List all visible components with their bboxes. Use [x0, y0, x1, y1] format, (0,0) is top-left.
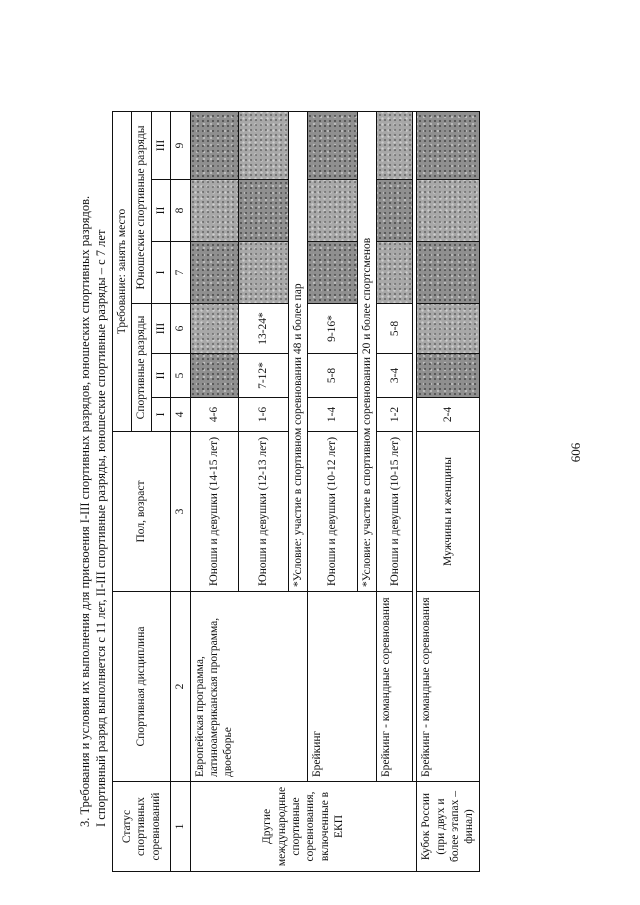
header-row-1 [113, 111, 132, 871]
shaded-cell [307, 180, 357, 242]
shaded-cell [377, 180, 413, 242]
rank-cell: 4-6 [190, 398, 238, 432]
shaded-cell [190, 111, 238, 179]
status-other-international: Другие международные спортивные соревнования, включенные в ЕКП [190, 782, 417, 872]
shaded-cell [417, 242, 480, 304]
shaded-cell [377, 242, 413, 304]
page-number: 606 [568, 442, 583, 463]
col-number: 6 [171, 304, 190, 354]
rank-cell: 1-6 [238, 398, 288, 432]
col-number: 5 [171, 354, 190, 398]
table-row [190, 111, 238, 871]
rank-cell: 7-12* [238, 354, 288, 398]
col-number: 2 [171, 592, 190, 782]
discipline-breaking-team: Брейкинг - командные соревнования [417, 592, 480, 782]
shaded-cell [417, 111, 480, 179]
rank-cell: 3-4 [377, 354, 413, 398]
rank-cell: 9-16* [307, 304, 357, 354]
section-caption: 3. Требования и условия их выполнения для присвоения I-III спортивных разрядов, юношеских спортивных разрядов. [78, 195, 92, 827]
rank-cell: 1-4 [307, 398, 357, 432]
table-row [417, 111, 480, 871]
col-number: 9 [171, 111, 190, 179]
header-rank-i: I [151, 398, 170, 432]
col-number: 3 [171, 432, 190, 592]
gender-age-cell: Юноши и девушки (10-12 лет) [307, 432, 357, 592]
col-number: 4 [171, 398, 190, 432]
rank-cell: 1-2 [377, 398, 413, 432]
gender-age-cell: Юноши и девушки (10-15 лет) [377, 432, 413, 592]
table-row [377, 111, 413, 871]
shaded-cell [417, 354, 480, 398]
status-russia-cup: Кубок России (при двух и более этапах – финал) [417, 782, 480, 872]
header-youth-rank-ii: II [151, 180, 170, 242]
discipline-breaking-team: Брейкинг - командные соревнования [377, 592, 413, 782]
shaded-cell [190, 180, 238, 242]
header-youth-ranks: Юношеские спортивные разряды [132, 111, 151, 303]
header-youth-rank-i: I [151, 242, 170, 304]
condition-note: *Условие: участие в спортивном соревновании 20 и более спортсменов [357, 111, 376, 591]
rank-cell: 5-8 [307, 354, 357, 398]
header-discipline: Спортивная дисциплина [113, 592, 171, 782]
shaded-cell [238, 242, 288, 304]
header-youth-rank-iii: III [151, 111, 170, 179]
condition-note: *Условие: участие в спортивном соревновании 48 и более пар [288, 111, 307, 591]
column-number-row [171, 111, 190, 871]
rank-cell: 5-8 [377, 304, 413, 354]
header-gender-age: Пол, возраст [113, 432, 171, 592]
col-number: 7 [171, 242, 190, 304]
gender-age-cell: Юноши и девушки (12-13 лет) [238, 432, 288, 592]
shaded-cell [417, 180, 480, 242]
shaded-cell [238, 180, 288, 242]
discipline-breaking: Брейкинг [307, 592, 376, 782]
shaded-cell [190, 242, 238, 304]
col-number: 1 [171, 782, 190, 872]
col-number: 8 [171, 180, 190, 242]
header-sport-ranks: Спортивные разряды [132, 304, 151, 432]
rank-cell: 13-24* [238, 304, 288, 354]
rank-age-note: I спортивный разряд выполняется с 11 лет, II-III спортивные разряды, юношеские спортивные разряды – с 7 лет [94, 229, 108, 827]
header-status: Статус спортивных соревнований [113, 782, 171, 872]
shaded-cell [377, 111, 413, 179]
gender-age-cell: Мужчины и женщины [417, 432, 480, 592]
header-requirement: Требование: занять место [113, 111, 132, 431]
requirements-table [112, 111, 480, 872]
shaded-cell [190, 304, 238, 354]
shaded-cell [417, 304, 480, 354]
shaded-cell [307, 242, 357, 304]
shaded-cell [238, 111, 288, 179]
rank-cell: 2-4 [417, 398, 480, 432]
discipline-european-latin: Европейская программа, латиноамериканская программа, двоеборье [190, 592, 307, 782]
shaded-cell [190, 354, 238, 398]
table-row [307, 111, 357, 871]
gender-age-cell: Юноши и девушки (14-15 лет) [190, 432, 238, 592]
shaded-cell [307, 111, 357, 179]
header-rank-ii: II [151, 354, 170, 398]
header-rank-iii: III [151, 304, 170, 354]
